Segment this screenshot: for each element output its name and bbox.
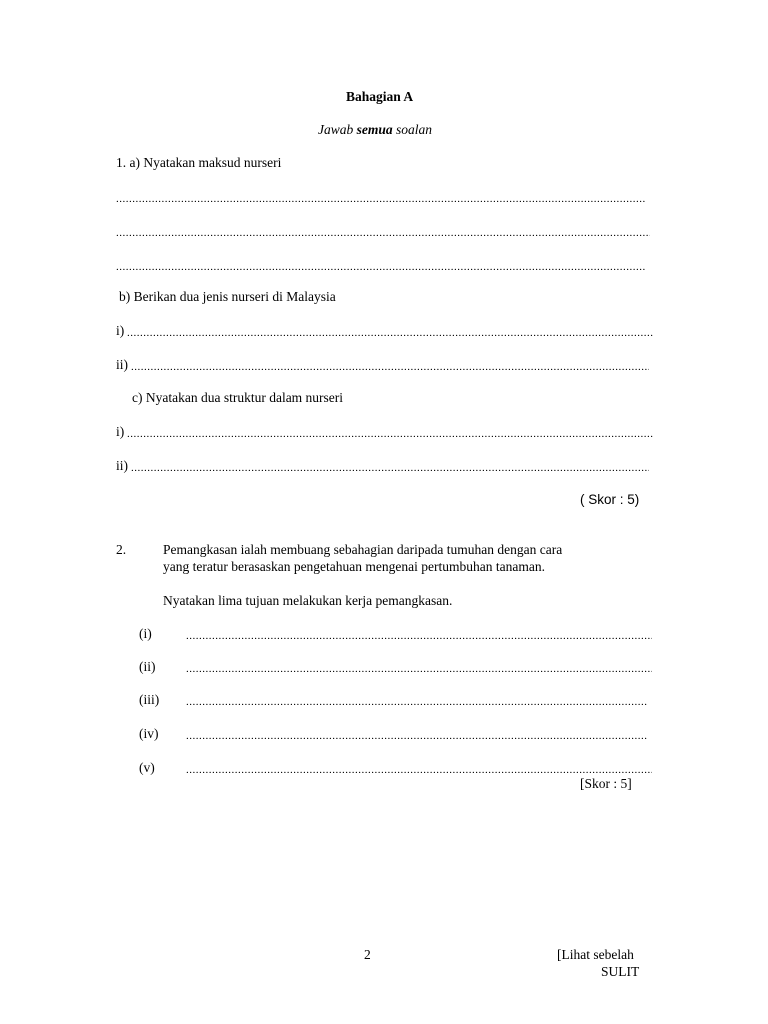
answer-line[interactable] bbox=[127, 326, 653, 340]
classification-label: SULIT bbox=[601, 964, 640, 979]
q1c-item-label: i) bbox=[116, 424, 125, 439]
q2-score: [Skor : 5] bbox=[580, 776, 632, 791]
q2-item-label: (v) bbox=[139, 760, 155, 775]
instruction bbox=[318, 122, 432, 138]
instruction-bold: semua bbox=[356, 122, 393, 137]
answer-line[interactable] bbox=[116, 260, 646, 274]
instruction-pre: Jawab bbox=[318, 122, 354, 137]
answer-line[interactable] bbox=[186, 695, 648, 709]
q1b-item-label: i) bbox=[116, 323, 125, 338]
q2-prompt: Nyatakan lima tujuan melakukan kerja pemangkasan. bbox=[163, 593, 453, 608]
answer-line[interactable] bbox=[131, 360, 649, 374]
q2-line2: yang teratur berasaskan pengetahuan mengenai pertumbuhan tanaman. bbox=[163, 559, 545, 574]
instruction-post: soalan bbox=[396, 122, 433, 137]
answer-line[interactable] bbox=[127, 427, 653, 441]
q2-item-label: (iii) bbox=[139, 692, 160, 707]
q2-item-label: (ii) bbox=[139, 659, 156, 674]
q2-item-label: (i) bbox=[139, 626, 152, 641]
q1a-label: 1. a) Nyatakan maksud nurseri bbox=[116, 155, 282, 170]
answer-line[interactable] bbox=[131, 461, 649, 475]
q2-number: 2. bbox=[116, 542, 127, 557]
answer-line[interactable] bbox=[186, 662, 652, 676]
q1c-item-label: ii) bbox=[116, 458, 128, 473]
q2-line1: Pemangkasan ialah membuang sebahagian daripada tumuhan dengan cara bbox=[163, 542, 563, 557]
section-title: Bahagian A bbox=[346, 89, 414, 104]
q1b-item-label: ii) bbox=[116, 357, 128, 372]
next-page-note: [Lihat sebelah bbox=[557, 947, 634, 962]
answer-line[interactable] bbox=[186, 629, 652, 643]
answer-line[interactable] bbox=[186, 729, 648, 743]
answer-line[interactable] bbox=[116, 192, 646, 206]
answer-line[interactable] bbox=[186, 763, 652, 777]
answer-line[interactable] bbox=[116, 226, 650, 240]
page-number: 2 bbox=[364, 947, 371, 962]
q1c-label: c) Nyatakan dua struktur dalam nurseri bbox=[132, 390, 344, 405]
q1-score: ( Skor : 5) bbox=[580, 492, 640, 507]
q1b-label: b) Berikan dua jenis nurseri di Malaysia bbox=[119, 289, 336, 304]
q2-item-label: (iv) bbox=[139, 726, 159, 741]
